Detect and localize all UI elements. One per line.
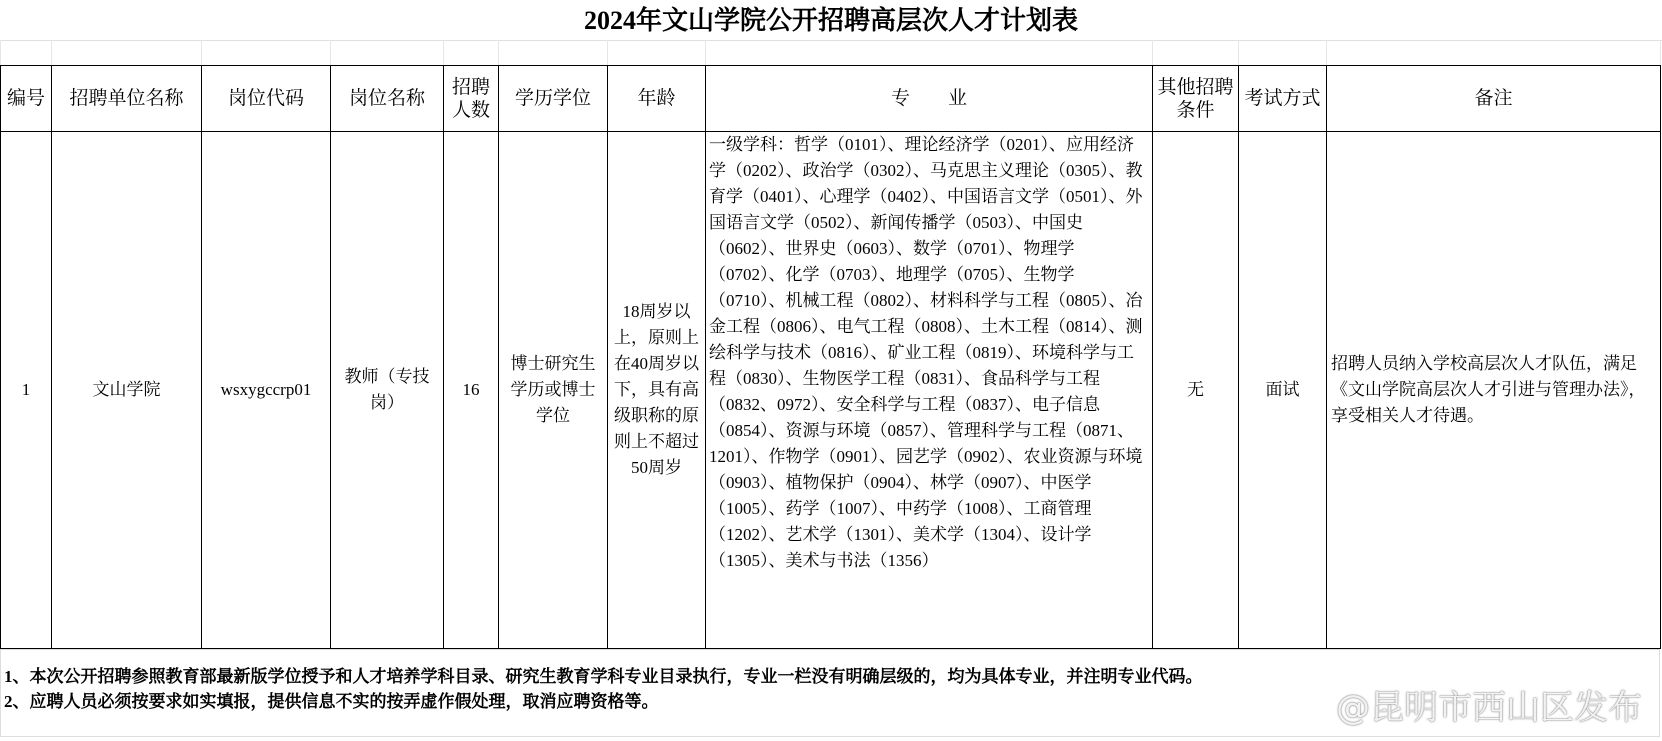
header-number: 编号 xyxy=(1,66,52,132)
page-title: 2024年文山学院公开招聘高层次人才计划表 xyxy=(0,0,1662,41)
note-2: 2、应聘人员必须按要求如实填报，提供信息不实的按弄虚作假处理，取消应聘资格等。 xyxy=(4,692,659,711)
watermark: @昆明市西山区发布 xyxy=(1336,688,1642,728)
header-major: 专 业 xyxy=(706,66,1153,132)
cell-position: 教师（专技岗） xyxy=(331,132,444,649)
note-1: 1、本次公开招聘参照教育部最新版学位授予和人才培养学科目录、研究生教育学科专业目录执行，专业一栏没有明确层级的，均为具体专业，并注明专业代码。 xyxy=(4,667,1203,686)
header-count: 招聘人数 xyxy=(444,66,499,132)
blank-row xyxy=(1,40,1661,66)
notes xyxy=(4,664,1203,714)
header-exam: 考试方式 xyxy=(1239,66,1327,132)
cell-age: 18周岁以上，原则上在40周岁以下，具有高级职称的原则上不超过50周岁 xyxy=(608,132,706,649)
cell-code: wsxygccrp01 xyxy=(202,132,331,649)
header-code: 岗位代码 xyxy=(202,66,331,132)
cell-degree: 博士研究生学历或博士学位 xyxy=(499,132,608,649)
header-degree: 学历学位 xyxy=(499,66,608,132)
cell-unit: 文山学院 xyxy=(52,132,202,649)
table-row xyxy=(1,132,1661,649)
recruitment-table xyxy=(0,40,1661,649)
header-unit: 招聘单位名称 xyxy=(52,66,202,132)
header-row xyxy=(1,66,1661,132)
header-age: 年龄 xyxy=(608,66,706,132)
cell-exam: 面试 xyxy=(1239,132,1327,649)
header-other: 其他招聘条件 xyxy=(1153,66,1239,132)
cell-number: 1 xyxy=(1,132,52,649)
cell-count: 16 xyxy=(444,132,499,649)
cell-major: 一级学科：哲学（0101）、理论经济学（0201）、应用经济学（0202）、政治学（0302）、马克思主义理论（0305）、教育学（0401）、心理学（0402）、中国语言文学（0501）、外国语言文学（0502）、新闻传播学（0503）、中国史（0602）、世界史（0603）、数学（0701）、物理学（0702）、化学（0703）、地理学（0705）、生物学（0710）、机械工程（0802）、材料科学与工程（0805）、冶金工程（0806）、电气工程（0808）、土木工程（0814）、测绘科学与技术（0816）、矿业工程（0819）、环境科学与工程（0830）、生物医学工程（0831）、食品科学与工程（0832、0972）、安全科学与工程（0837）、电子信息（0854）、资源与环境（0857）、管理科学与工程（0871、1201）、作物学（0901）、园艺学（0902）、农业资源与环境（0903）、植物保护（0904）、林学（0907）、中医学（1005）、药学（1007）、中药学（1008）、工商管理（1202）、艺术学（1301）、美术学（1304）、设计学（1305）、美术与书法（1356） xyxy=(706,132,1153,649)
cell-remark: 招聘人员纳入学校高层次人才队伍，满足《文山学院高层次人才引进与管理办法》，享受相关人才待遇。 xyxy=(1327,132,1661,649)
cell-other: 无 xyxy=(1153,132,1239,649)
header-position: 岗位名称 xyxy=(331,66,444,132)
header-remark: 备注 xyxy=(1327,66,1661,132)
